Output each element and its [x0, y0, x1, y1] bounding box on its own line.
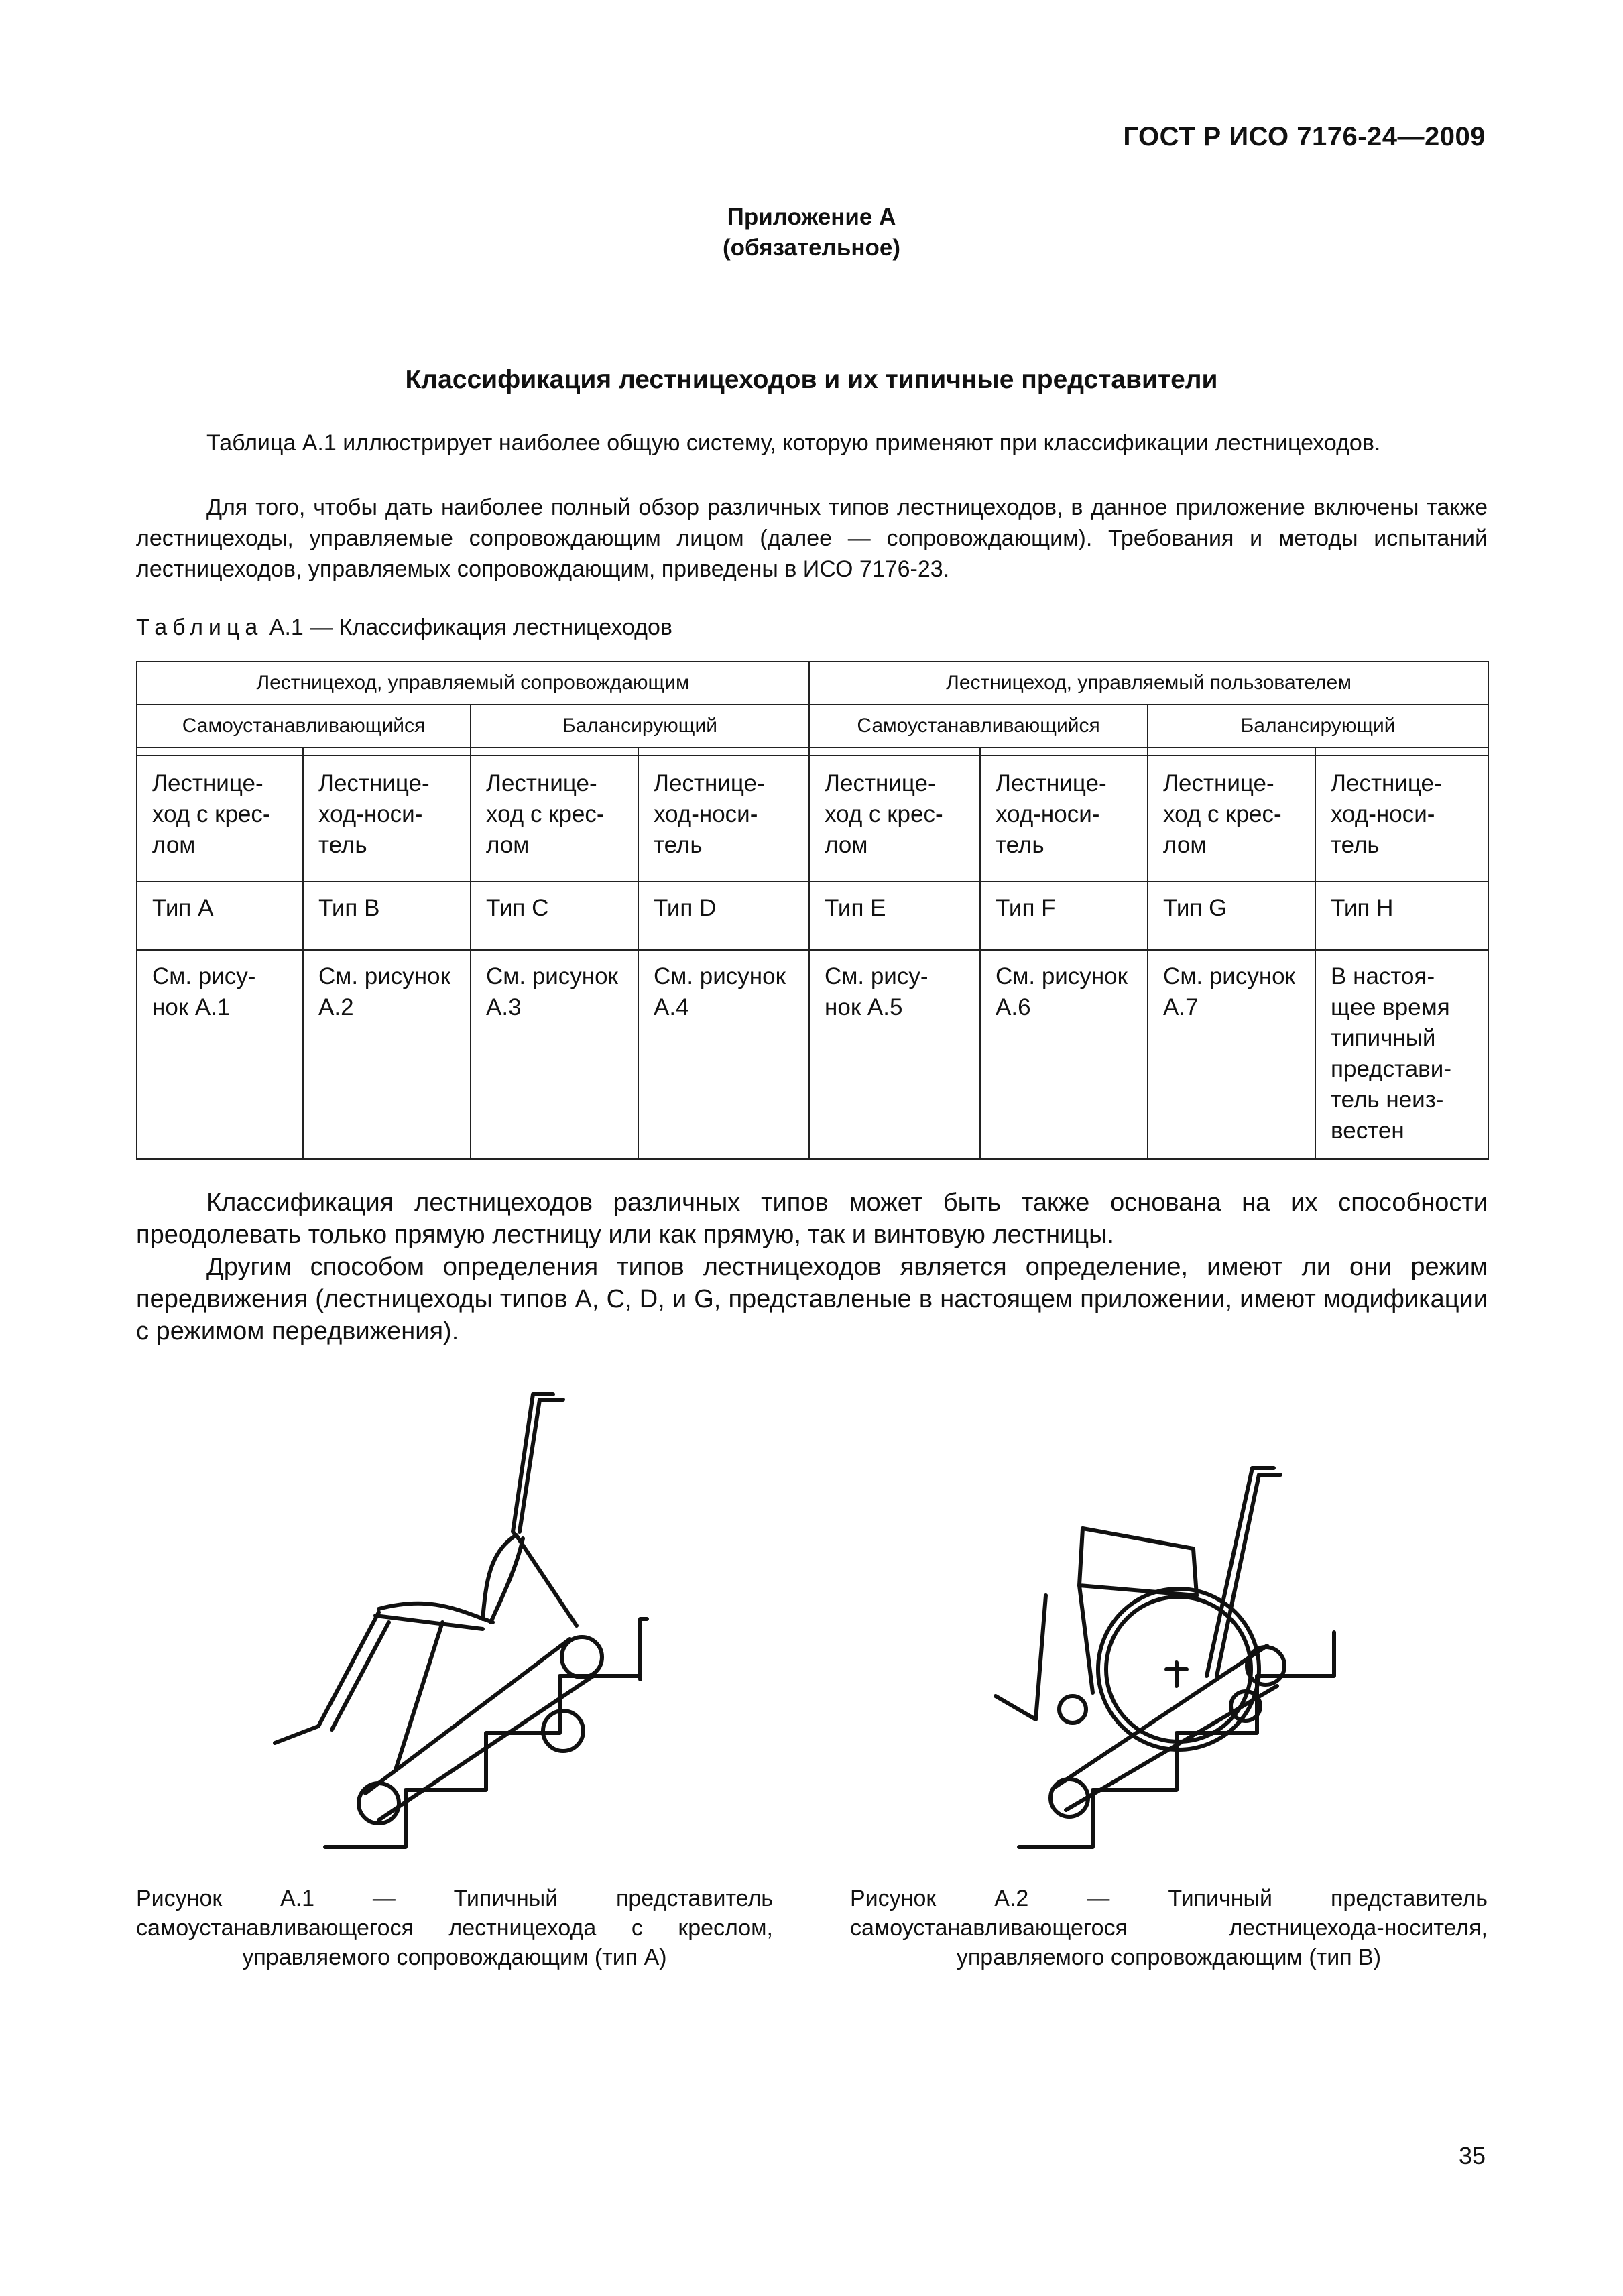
- table-row-reference: [137, 950, 1488, 1159]
- leg-rest-inner: [332, 1622, 389, 1730]
- paragraph-4: [136, 1251, 1488, 1347]
- annex-status: (обязательное): [722, 235, 900, 261]
- table-cell: Лестнице- ход-носи- тель: [303, 756, 471, 882]
- table-caption-text: А.1 — Классификация лестницеходов: [269, 615, 672, 640]
- table-cell: В настоя- щее время типичный представи- тель неиз- вестен: [1315, 950, 1488, 1159]
- seat-edge: [375, 1616, 483, 1629]
- page-number: 35: [1458, 2142, 1486, 2169]
- table-cell: Тип Е: [809, 882, 980, 950]
- table-row-kind: [137, 756, 1488, 882]
- paragraph-1: [136, 428, 1488, 459]
- table-header-separator: [137, 747, 1488, 756]
- table-caption-prefix: Таблица: [136, 615, 263, 640]
- figure-a1-drawing: [255, 1381, 737, 1864]
- table-cell: Лестнице- ход-носи- тель: [1315, 756, 1488, 882]
- group-header-attendant: Лестницеход, управляемый сопровождающим: [137, 662, 809, 705]
- table-cell: См. рисунок А.6: [980, 950, 1148, 1159]
- subgroup-header: Балансирующий: [1148, 705, 1488, 747]
- handle-bar: [513, 1394, 553, 1536]
- document-code: ГОСТ Р ИСО 7176-24—2009: [1123, 122, 1486, 152]
- paragraph-4-text: Другим способом определения типов лестницеходов является определение, имеют ли они режим передвижения (лестницеходы типов А, С, D, и G, представленые в настоящем приложении, имеют модификации с режимом передвижения).: [136, 1253, 1488, 1345]
- table-cell: См. рису- нок А.1: [137, 950, 303, 1159]
- table-cell: Лестнице- ход с крес- лом: [1148, 756, 1315, 882]
- table-cell: Лестнице- ход с крес- лом: [137, 756, 303, 882]
- leg-rest: [275, 1612, 379, 1743]
- paragraph-1-text: Таблица А.1 иллюстрирует наиболее общую систему, которую применяют при классификации лестницеходов.: [206, 430, 1381, 456]
- table-header-row-groups: [137, 662, 1488, 705]
- table-cell: Тип D: [638, 882, 809, 950]
- wheel-hub: [1166, 1663, 1187, 1686]
- wheelchair-seat: [1079, 1585, 1093, 1693]
- table-row-type: [137, 882, 1488, 950]
- climber-track-bottom: [379, 1676, 593, 1820]
- table-cell: См. рисунок А.2: [303, 950, 471, 1159]
- track-wheel-bottom: [1050, 1779, 1088, 1817]
- seat-frame: [516, 1535, 577, 1626]
- track-wheel-bottom: [359, 1783, 399, 1823]
- table-cell: См. рисунок А.3: [471, 950, 638, 1159]
- seat-back-inner: [491, 1538, 523, 1622]
- classification-table: [136, 661, 1489, 1160]
- table-cell: См. рисунок А.7: [1148, 950, 1315, 1159]
- table-caption: [136, 615, 672, 641]
- table-cell: Тип А: [137, 882, 303, 950]
- paragraph-3-text: Классификация лестницеходов различных типов может быть также основана на их способности преодолевать только прямую лестницу или как прямую, так и винтовую лестницы.: [136, 1189, 1488, 1249]
- track-wheel-top: [562, 1637, 602, 1677]
- table-cell: Лестнице- ход-носи- тель: [638, 756, 809, 882]
- paragraph-3: [136, 1187, 1488, 1251]
- table-cell: См. рису- нок А.5: [809, 950, 980, 1159]
- table-cell: Тип В: [303, 882, 471, 950]
- table-cell: Тип С: [471, 882, 638, 950]
- table-cell: Тип F: [980, 882, 1148, 950]
- section-title: Классификация лестницеходов и их типичные представители: [405, 365, 1218, 394]
- group-header-user: Лестницеход, управляемый пользователем: [809, 662, 1488, 705]
- subgroup-header: Самоустанавливающийся: [809, 705, 1148, 747]
- handle-bar-inner: [520, 1400, 563, 1532]
- paragraph-2-text: Для того, чтобы дать наиболее полный обзор различных типов лестницеходов, в данное приложение включены также лестницеходы, управляемые сопровождающим лицом (далее — сопровождающим). Требования и методы испытаний лестницеходов, управляемых сопровождающим, приведены в ИСО 7176-23.: [136, 495, 1488, 582]
- table-header-row-subgroups: [137, 705, 1488, 747]
- caster-wheel: [1059, 1696, 1086, 1723]
- table-cell: Лестнице- ход с крес- лом: [471, 756, 638, 882]
- subgroup-header: Балансирующий: [471, 705, 809, 747]
- table-cell: Лестнице- ход с крес- лом: [809, 756, 980, 882]
- figure-a1-caption: Рисунок А.1 — Типичный представитель самоустанавливающегося лестницехода с креслом, управляемого сопровождающим (тип А): [136, 1886, 773, 1970]
- figure-a2-drawing: [871, 1381, 1354, 1864]
- table-cell: Тип Н: [1315, 882, 1488, 950]
- figure-a2-caption: Рисунок А.2 — Типичный представитель самоустанавливающегося лестницехода-носителя, управляемого сопровождающим (тип В): [850, 1886, 1488, 1970]
- table-cell: См. рисунок А.4: [638, 950, 809, 1159]
- paragraph-2: [136, 492, 1488, 585]
- table-cell: Лестнице- ход-носи- тель: [980, 756, 1148, 882]
- subgroup-header: Самоустанавливающийся: [137, 705, 471, 747]
- table-cell: Тип G: [1148, 882, 1315, 950]
- frame-strut: [396, 1622, 442, 1770]
- annex-title: Приложение А: [727, 204, 896, 230]
- wheelchair-footrest: [996, 1595, 1046, 1719]
